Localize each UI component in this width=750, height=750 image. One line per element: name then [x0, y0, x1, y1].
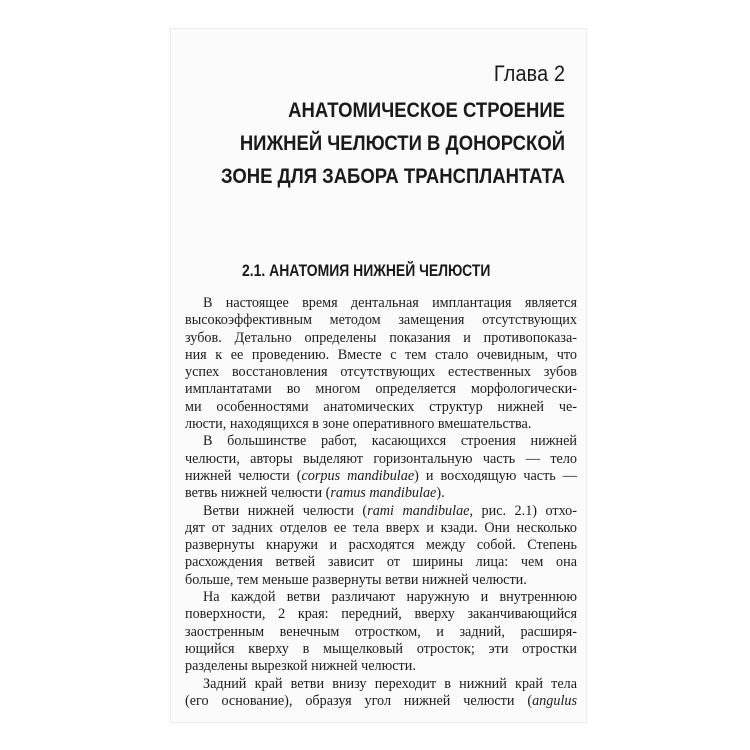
- text-segment: разделены вырезкой нижней челюсти.: [185, 658, 416, 675]
- text-line: [185, 468, 577, 485]
- book-page: [170, 28, 587, 723]
- text-segment: На каждой ветви различают наружную и внутреннюю: [203, 589, 577, 606]
- chapter-label: Глава 2: [493, 61, 565, 86]
- text-line: [185, 451, 577, 468]
- text-segment: челюсти, авторы выделяют горизонтальную часть — тело: [185, 450, 577, 467]
- text-line: [185, 641, 577, 658]
- text-line: [185, 537, 577, 554]
- text-segment: зубов. Детально определены показания и противопоказа-: [185, 329, 577, 346]
- text-line: [185, 589, 577, 606]
- text-segment: заостренным венечным отростком, и задний, расширя-: [185, 623, 577, 640]
- text-segment: нижней челюсти (: [185, 467, 302, 484]
- text-segment: имплантатами во многом определяется морфологически-: [185, 381, 577, 398]
- text-segment: Задний край ветви внизу переходит в нижний край тела: [203, 675, 577, 692]
- latin-term: ramus mandibulae: [330, 485, 437, 502]
- paragraph: [185, 433, 577, 502]
- chapter-title: [221, 94, 565, 193]
- text-segment: ветвь нижней челюсти (: [185, 485, 331, 502]
- text-line: [185, 658, 577, 675]
- latin-term: angulus: [532, 692, 577, 709]
- body-text: [185, 295, 577, 710]
- text-line: [185, 485, 577, 502]
- text-segment: , рис. 2.1) отхо-: [469, 502, 577, 519]
- text-segment: В настоящее время дентальная имплантация является: [203, 295, 577, 311]
- text-line: [185, 399, 577, 416]
- text-line: [185, 312, 577, 329]
- text-segment: поверхности, 2 края: передний, вверху заканчивающийся: [185, 606, 577, 623]
- text-line: [185, 572, 577, 589]
- text-line: [185, 330, 577, 347]
- text-line: [185, 381, 577, 398]
- paragraph: [185, 503, 577, 589]
- text-line: [185, 347, 577, 364]
- latin-term: rami mandibulae: [367, 502, 470, 519]
- text-line: [185, 416, 577, 433]
- text-line: [185, 295, 577, 312]
- text-line: [185, 676, 577, 693]
- text-line: [185, 503, 577, 520]
- text-segment: Ветви нижней челюсти (: [203, 502, 368, 519]
- text-segment: развернуты кнаружи и расходятся между собой. Степень: [185, 537, 577, 554]
- text-line: [185, 606, 577, 623]
- text-line: [185, 624, 577, 641]
- chapter-title-line: АНАТОМИЧЕСКОЕ СТРОЕНИЕ: [288, 98, 565, 122]
- text-segment: ).: [436, 485, 445, 502]
- text-segment: дят от задних отделов ее тела вверх и кзади. Они несколько: [185, 519, 577, 536]
- latin-term: corpus mandibulae: [301, 467, 415, 484]
- text-segment: (его основание), образуя угол нижней челюсти (: [185, 692, 533, 709]
- paragraph: [185, 589, 577, 675]
- text-segment: ми особенностями анатомических структур нижней че-: [185, 398, 577, 415]
- chapter-title-line: НИЖНЕЙ ЧЕЛЮСТИ В ДОНОРСКОЙ: [239, 131, 565, 155]
- text-segment: люсти, находящихся в зоне оперативного вмешательства.: [185, 416, 532, 433]
- paragraph: [185, 295, 577, 433]
- text-segment: больше, тем меньше развернуты ветви нижней челюсти.: [185, 571, 527, 588]
- text-line: [185, 433, 577, 450]
- text-segment: высокоэффективным методом замещения отсутствующих: [185, 312, 577, 329]
- section-heading: 2.1. АНАТОМИЯ НИЖНЕЙ ЧЕЛЮСТИ: [242, 261, 491, 280]
- chapter-title-line: ЗОНЕ ДЛЯ ЗАБОРА ТРАНСПЛАНТАТА: [221, 164, 565, 188]
- text-line: [185, 554, 577, 571]
- text-segment: ния к ее проведению. Вместе с тем стало очевидным, что: [185, 346, 577, 363]
- text-segment: ющийся кверху в мыщелковый отросток; эти отростки: [185, 640, 577, 657]
- paragraph: [185, 676, 577, 711]
- text-line: [185, 693, 577, 710]
- text-segment: расхождения ветвей зависит от ширины лица: чем она: [185, 554, 577, 571]
- text-segment: успех восстановления отсутствующих естественных зубов: [185, 364, 577, 381]
- text-segment: ) и восходящую часть —: [414, 467, 577, 484]
- text-line: [185, 364, 577, 381]
- text-segment: В большинстве работ, касающихся строения нижней: [203, 433, 577, 450]
- text-line: [185, 520, 577, 537]
